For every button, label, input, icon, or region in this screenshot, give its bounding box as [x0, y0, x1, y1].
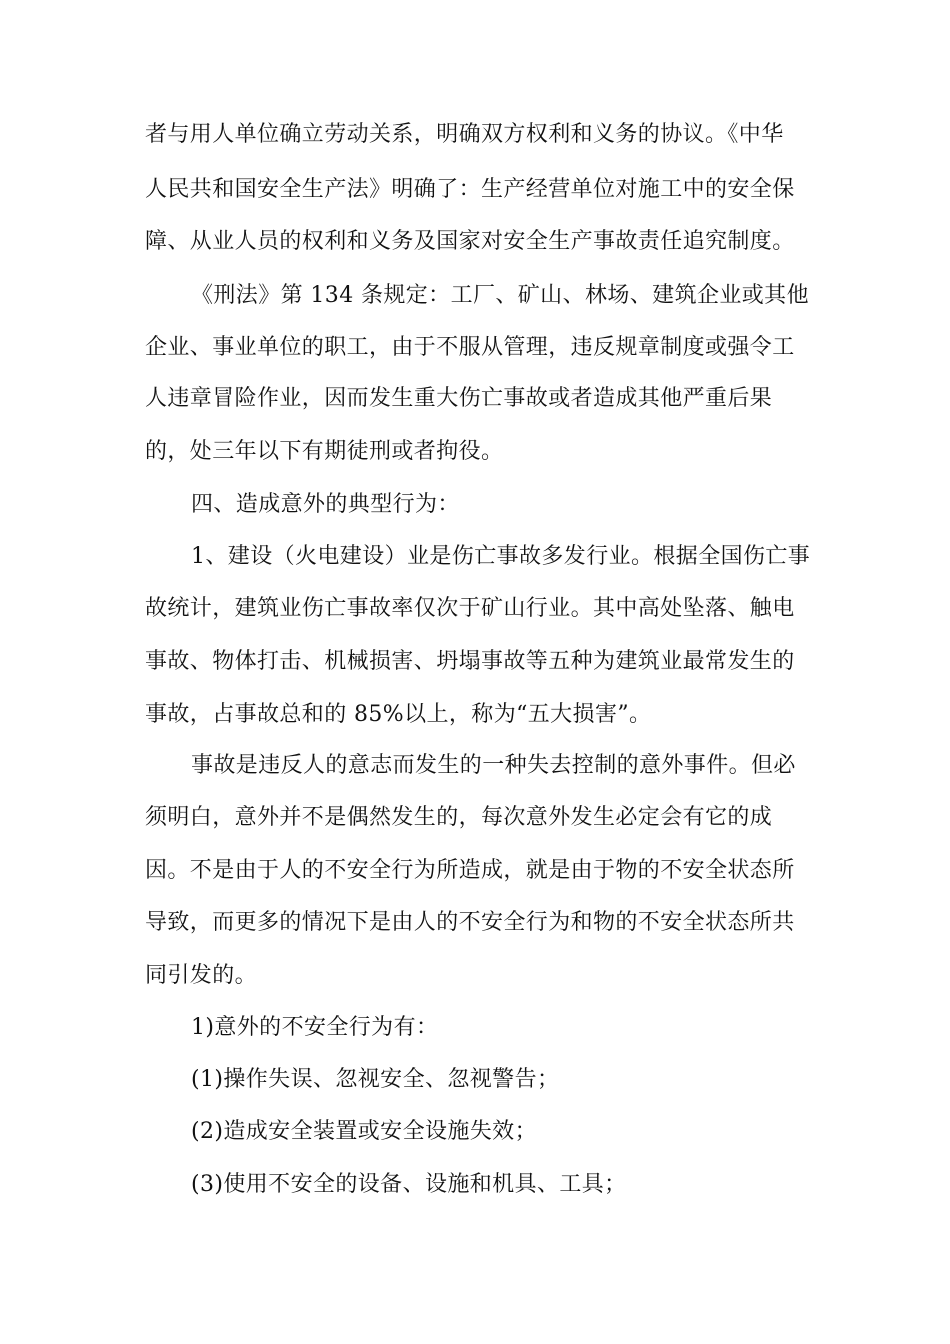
list-item: (1)操作失误、忽视安全、忽视警告；	[191, 1067, 560, 1092]
text-line: 者与用人单位确立劳动关系，明确双方权利和义务的协议。《中华	[145, 122, 784, 147]
text-line: 事故，占事故总和的 85%以上，称为“五大损害”。	[145, 702, 652, 727]
text-line: 1、建设（火电建设）业是伤亡事故多发行业。根据全国伤亡事	[191, 544, 811, 569]
list-item: (2)造成安全装置或安全设施失效；	[191, 1119, 537, 1144]
text-line: 《刑法》第 134 条规定：工厂、矿山、林场、建筑企业或其他	[191, 283, 809, 308]
text-line: 故统计，建筑业伤亡事故率仅次于矿山行业。其中高处坠落、触电	[145, 596, 795, 621]
text-line: 须明白，意外并不是偶然发生的，每次意外发生必定会有它的成	[145, 805, 773, 830]
text-line: 事故、物体打击、机械损害、坍塌事故等五种为建筑业最常发生的	[145, 649, 795, 674]
text-line: 事故是违反人的意志而发生的一种失去控制的意外事件。但必	[191, 753, 796, 778]
text-line: 人民共和国安全生产法》明确了：生产经营单位对施工中的安全保	[145, 177, 795, 202]
text-line: 的，处三年以下有期徒刑或者拘役。	[145, 439, 504, 464]
text-line: 同引发的。	[145, 963, 258, 988]
text-line: 导致，而更多的情况下是由人的不安全行为和物的不安全状态所共	[145, 910, 795, 935]
section-heading: 四、造成意外的典型行为：	[191, 492, 460, 517]
list-heading: 1)意外的不安全行为有：	[191, 1015, 439, 1040]
list-item: (3)使用不安全的设备、设施和机具、工具；	[191, 1172, 627, 1197]
text-line: 企业、事业单位的职工，由于不服从管理，违反规章制度或强令工	[145, 335, 795, 360]
text-line: 人违章冒险作业，因而发生重大伤亡事故或者造成其他严重后果	[145, 386, 773, 411]
text-line: 因。不是由于人的不安全行为所造成，就是由于物的不安全状态所	[145, 858, 795, 883]
text-line: 障、从业人员的权利和义务及国家对安全生产事故责任追究制度。	[145, 229, 795, 254]
